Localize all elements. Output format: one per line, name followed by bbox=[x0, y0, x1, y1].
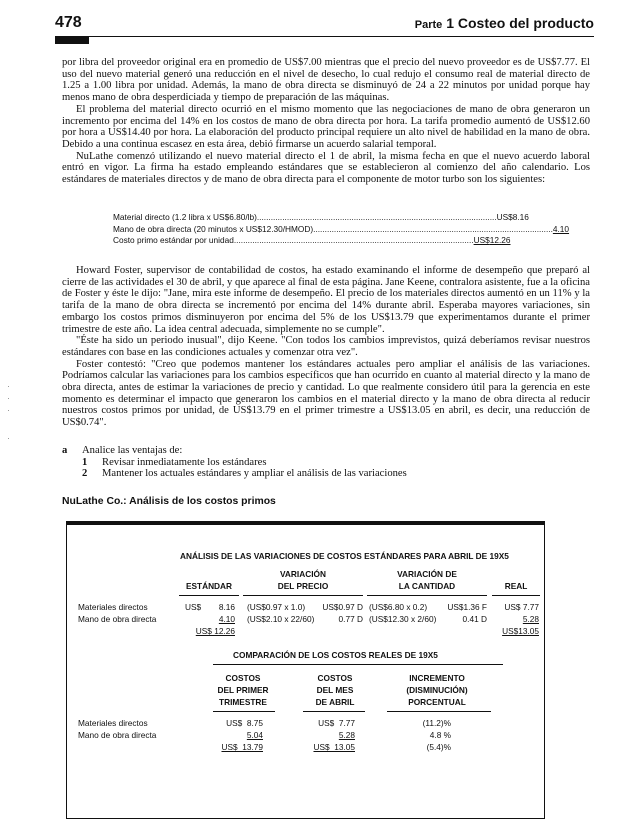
header-rule bbox=[492, 595, 540, 596]
question-letter: a bbox=[62, 445, 68, 456]
col-qty-header-1: VARIACIÓN DE bbox=[397, 569, 457, 579]
part-number: 1 bbox=[446, 15, 454, 31]
part-label: Parte bbox=[414, 19, 443, 31]
cost-label: Material directo (1.2 libra x US$6.80/lb)........................................................................................................ bbox=[113, 212, 497, 222]
margin-mark bbox=[8, 410, 9, 411]
price-calc: (US$0.97 x 1.0) bbox=[247, 602, 306, 612]
col-pct-header-2: (DISMINUCIÓN) bbox=[406, 685, 468, 695]
paragraph-5: "Éste ha sido un periodo inusual", dijo Keene. "Con todos los cambios imprevistos, quizá deberíamos revisar nuestros estándares con base en las condiciones actuales y comenzar otra vez". bbox=[62, 335, 590, 358]
cost-amount: 8.16 bbox=[512, 212, 529, 222]
margin-mark bbox=[8, 438, 9, 439]
margin-mark bbox=[8, 398, 9, 399]
question-prompt: Analice las ventajas de: bbox=[82, 445, 183, 456]
question-item-text: Revisar inmediatamente los estándares bbox=[102, 456, 267, 468]
header-rule bbox=[243, 595, 363, 596]
row-label: Materiales directos bbox=[78, 602, 148, 612]
exhibit-box bbox=[66, 521, 545, 819]
apr-value: 5.28 bbox=[338, 730, 355, 740]
real-total: US$13.05 bbox=[502, 626, 539, 636]
col-standard-header: ESTÁNDAR bbox=[185, 581, 233, 591]
qty-calc: (US$12.30 x 2/60) bbox=[369, 614, 437, 624]
cost-amount: 12.26 bbox=[489, 235, 511, 245]
question bbox=[62, 445, 407, 480]
comparison-rule bbox=[213, 664, 503, 665]
question-item-number: 1 bbox=[82, 456, 88, 468]
cost-row bbox=[113, 223, 570, 236]
std-total: US$ 12.26 bbox=[195, 626, 235, 636]
price-value: US$0.97 D bbox=[322, 602, 363, 612]
real-value: 5.28 bbox=[522, 614, 539, 624]
std-value: 4.10 bbox=[218, 614, 235, 624]
cost-row bbox=[113, 212, 529, 224]
apr-total: US$ 13.05 bbox=[313, 742, 355, 752]
row-label: Materiales directos bbox=[78, 718, 148, 728]
col-q1-header-1: COSTOS bbox=[225, 673, 261, 683]
body-text-2 bbox=[62, 265, 590, 429]
q1-value: 5.04 bbox=[246, 730, 263, 740]
paragraph-2: El problema del material directo ocurrió en el mismo momento que las negociaciones de mano de obra generaron un incremento por encima del 14% en los costos de mano de obra directa por hora. La tarifa promedio aumentó de US$12.60 por hora a US$14.40 por hora. La elaboración del producto principal requiere un alto nivel de habilidad en la mano de obra. Debido a una continua escasez en esta área, debió firmarse un acuerdo salarial temporal. bbox=[62, 103, 590, 150]
part-title bbox=[415, 15, 594, 31]
header-rule bbox=[387, 711, 491, 712]
std-value: 8.16 bbox=[218, 602, 235, 612]
header-rule bbox=[213, 711, 275, 712]
header-bar bbox=[55, 37, 89, 44]
col-pct-header-3: PORCENTUAL bbox=[408, 697, 466, 707]
col-qty-header-2: LA CANTIDAD bbox=[398, 581, 456, 591]
cost-row-total bbox=[113, 235, 511, 247]
cost-label: Costo primo estándar por unidad........................................................................................................ bbox=[113, 235, 474, 245]
comparison-heading: COMPARACIÓN DE LOS COSTOS REALES DE 19X5 bbox=[233, 650, 438, 660]
cost-label: Mano de obra directa (20 minutos x US$12.30/HMOD)........................................................................................................ bbox=[113, 223, 553, 234]
row-label: Mano de obra directa bbox=[78, 614, 157, 624]
page-number: 478 bbox=[55, 14, 82, 31]
paragraph-1: por libra del proveedor original era en promedio de US$7.00 mientras que el precio del nuevo proveedor es de US$7.77. El uso del nuevo material generó una reducción en el nivel de desecho, lo cual redujo el consumo real de material directo de 1.25 a 1.00 libra por unidad. Además, la mano de obra directa se disminuyó de 24 a 22 minutos por unidad porque hay menos mano de obra desperdiciada y tiempo de preparación de las máquinas. bbox=[62, 57, 590, 104]
col-price-header-1: VARIACIÓN bbox=[280, 569, 326, 579]
q1-value: US$ 8.75 bbox=[226, 718, 263, 728]
col-price-header-2: DEL PRECIO bbox=[277, 581, 329, 591]
price-value: 0.77 D bbox=[338, 614, 363, 624]
cost-currency: US$ bbox=[473, 235, 490, 245]
col-apr-header-3: DE ABRIL bbox=[315, 697, 355, 707]
question-item-text: Mantener los actuales estándares y ampliar el análisis de las variaciones bbox=[102, 468, 407, 480]
col-pct-header-1: INCREMENTO bbox=[409, 673, 465, 683]
standard-cost-table bbox=[113, 212, 570, 247]
header-rule bbox=[367, 595, 487, 596]
apr-value: US$ 7.77 bbox=[318, 718, 355, 728]
exhibit-title: NuLathe Co.: Análisis de los costos primos bbox=[62, 496, 276, 507]
header-rule bbox=[303, 711, 365, 712]
col-q1-header-3: TRIMESTRE bbox=[219, 697, 267, 707]
pct-value: (11.2)% bbox=[422, 718, 451, 728]
pct-total: (5.4)% bbox=[426, 742, 451, 752]
row-label: Mano de obra directa bbox=[78, 730, 157, 740]
header-rule bbox=[179, 595, 239, 596]
question-item-number: 2 bbox=[82, 468, 88, 480]
qty-calc: (US$6.80 x 0.2) bbox=[369, 602, 428, 612]
paragraph-4: Howard Foster, supervisor de contabilidad de costos, ha estado examinando el informe de desempeño que preparó al cierre de las actividades el 30 de abril, y que aparece al final de esta página. Jane Keene, contralora asistente, fue a la oficina de Foster y éste le dijo: "Jane, mira este informe de desempeño. El precio de los materiales directos aumentó en un 11% y la tarifa de la mano de obra directa se incrementó por encima del 14% durante abril. Esperaba mayores variaciones, sin embargo los costos primos disminuyeron por encima del 5% de los US$13.79 que experimentamos durante el primer trimestre de este año. La idea central adecuada, simplemente no se cumple". bbox=[62, 265, 590, 335]
margin-mark bbox=[8, 386, 9, 387]
q1-total: US$ 13.79 bbox=[221, 742, 263, 752]
cost-currency: US$ bbox=[496, 212, 513, 222]
price-calc: (US$2.10 x 22/60) bbox=[247, 614, 315, 624]
col-apr-header-2: DEL MES bbox=[316, 685, 354, 695]
col-real-header: REAL bbox=[504, 581, 528, 591]
variance-heading: ANÁLISIS DE LAS VARIACIONES DE COSTOS ESTÁNDARES PARA ABRIL DE 19X5 bbox=[180, 551, 509, 561]
cost-amount: 4.10 bbox=[552, 223, 570, 234]
col-q1-header-2: DEL PRIMER bbox=[217, 685, 269, 695]
part-name: Costeo del producto bbox=[457, 15, 594, 31]
header-rule bbox=[55, 36, 594, 37]
qty-value: 0.41 D bbox=[462, 614, 487, 624]
qty-value: US$1.36 F bbox=[447, 602, 487, 612]
col-apr-header-1: COSTOS bbox=[317, 673, 353, 683]
paragraph-6: Foster contestó: "Creo que podemos mantener los estándares actuales pero ampliar el análisis de las variaciones. Podríamos calcular las variaciones para los cambios específicos que han ocurrido en cuanto al material directo y la mano de obra directa, antes de estimar la variaciones de precio y cantidad. Lo que realmente considero útil para la gerencia en este momento es determinar el impacto que generaron los cambios en el material directo y la mano de obra directa al reducir nuestros costos primos por unidad, de US$13.79 en el primer trimestre a US$13.05 en abril, es decir, una reducción de US$0.74". bbox=[62, 358, 590, 429]
body-text bbox=[62, 57, 590, 186]
real-value: US$ 7.77 bbox=[504, 602, 539, 612]
pct-value: 4.8 % bbox=[429, 730, 451, 740]
paragraph-3: NuLathe comenzó utilizando el nuevo material directo el 1 de abril, la misma fecha en que el nuevo acuerdo laboral entró en vigor. La firma ha estado empleando estándares que se establecieron al comienzo del año calendario. Los estándares de materiales directos y de mano de obra directa para el componente de motor turbo son los siguientes: bbox=[62, 150, 590, 186]
std-currency: US$ bbox=[185, 602, 202, 612]
